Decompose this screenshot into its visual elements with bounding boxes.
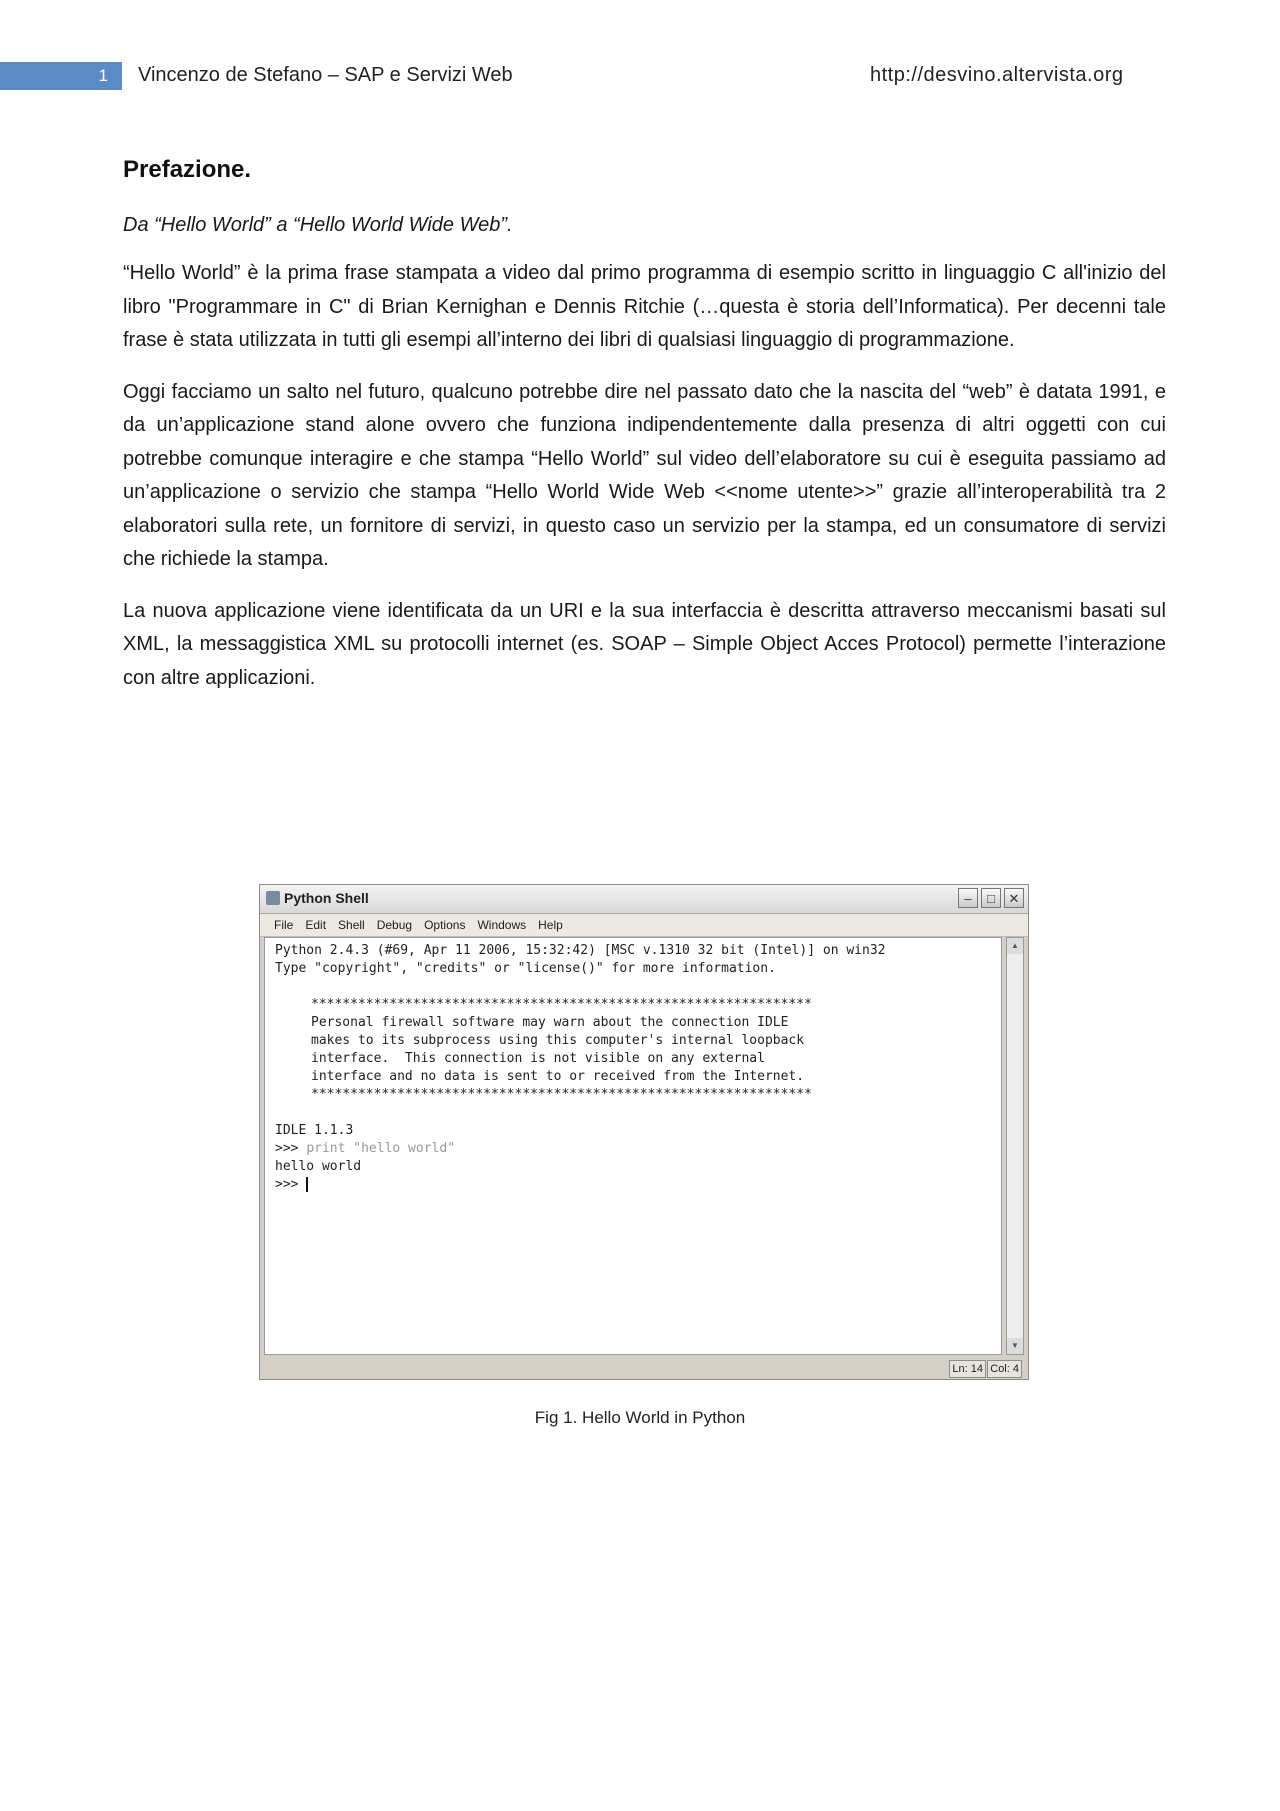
menu-edit: Edit <box>305 918 327 932</box>
shell-line: Personal firewall software may warn about the connection IDLE <box>311 1015 789 1030</box>
minimize-icon: – <box>958 888 978 908</box>
paragraph-3: La nuova applicazione viene identificata da un URI e la sua interfaccia è descritta attraverso meccanismi basati sul XML, la messaggistica XML su protocolli internet (es. SOAP – Simple Object Acces Protocol) permette l’interazione con altre applicazioni. <box>123 599 1166 689</box>
shell-line: interface and no data is sent to or received from the Internet. <box>311 1069 805 1084</box>
menu-options: Options <box>424 918 466 932</box>
shell-line: IDLE 1.1.3 <box>275 1123 354 1138</box>
shell-line <box>275 1176 1001 1194</box>
shell-command: print "hello world" <box>306 1141 456 1156</box>
status-bar <box>260 1357 1028 1379</box>
menu-bar <box>260 914 1028 937</box>
document-body <box>123 156 1166 695</box>
scroll-up-icon: ▲ <box>1007 938 1023 954</box>
shell-line: hello world <box>275 1159 362 1174</box>
status-column: Col: 4 <box>987 1360 1022 1378</box>
menu-debug: Debug <box>376 918 413 932</box>
shell-line: **************************************************************** <box>311 1087 812 1102</box>
status-line: Ln: 14 <box>949 1360 986 1378</box>
section-subtitle: Da “Hello World” a “Hello World Wide Web”. <box>123 214 513 236</box>
window-titlebar <box>260 885 1028 914</box>
close-icon: ✕ <box>1004 888 1024 908</box>
menu-windows: Windows <box>477 918 527 932</box>
menu-file: File <box>274 918 294 932</box>
header-author: Vincenzo de Stefano – SAP e Servizi Web <box>138 64 513 86</box>
shell-line: makes to its subprocess using this computer's internal loopback <box>311 1033 805 1048</box>
scroll-down-icon: ▼ <box>1007 1338 1023 1354</box>
figure-caption: Fig 1. Hello World in Python <box>534 1408 746 1427</box>
menu-shell: Shell <box>338 918 365 932</box>
paragraph-1: “Hello World” è la prima frase stampata a video dal primo programma di esempio scritto in linguaggio C all'inizio del libro "Programmare in C" di Brian Kernighan e Dennis Ritchie (…questa è storia dell’Informatica). Per decenni tale frase è stata utilizzata in tutti gli esempi all’interno dei libri di qualsiasi linguaggio di programmazione. <box>123 262 1166 351</box>
header-url: http://desvino.altervista.org <box>870 64 1124 86</box>
shell-line: Python 2.4.3 (#69, Apr 11 2006, 15:32:42) [MSC v.1310 32 bit (Intel)] on win32 <box>275 943 886 958</box>
maximize-icon: □ <box>981 888 1001 908</box>
page-header <box>0 62 1280 92</box>
paragraph-2: Oggi facciamo un salto nel futuro, qualcuno potrebbe dire nel passato dato che la nascita del “web” è datata 1991, e da un’applicazione stand alone ovvero che funziona indipendentemente dalla presenza di altri oggetti con cui potrebbe comunque interagire e che stampa “Hello World” sul video dell’elaboratore su cui è eseguita passiamo ad un’applicazione o servizio che stampa “Hello World Wide Web <<nome utente>>” grazie all’interoperabilità tra 2 elaboratori sulla rete, un fornitore di servizi, in questo caso un servizio per la stampa, ed un consumatore di servizi che richiede la stampa. <box>123 380 1166 570</box>
page-number: 1 <box>0 62 122 90</box>
python-shell-screenshot <box>259 884 1029 1380</box>
window-title: Python Shell <box>284 890 369 906</box>
shell-prompt: >>> <box>275 1177 307 1192</box>
text-cursor <box>306 1177 308 1192</box>
shell-scrollbar <box>1006 937 1024 1355</box>
shell-prompt: >>> <box>275 1141 307 1156</box>
shell-line <box>275 1140 1001 1158</box>
shell-line: interface. This connection is not visible on any external <box>311 1051 765 1066</box>
shell-output <box>264 937 1002 1355</box>
shell-line: Type "copyright", "credits" or "license()" for more information. <box>275 961 776 976</box>
section-title: Prefazione. <box>123 156 252 183</box>
python-icon <box>266 891 280 905</box>
window-controls <box>958 888 1024 908</box>
shell-line: **************************************************************** <box>311 997 812 1012</box>
menu-help: Help <box>538 918 563 932</box>
